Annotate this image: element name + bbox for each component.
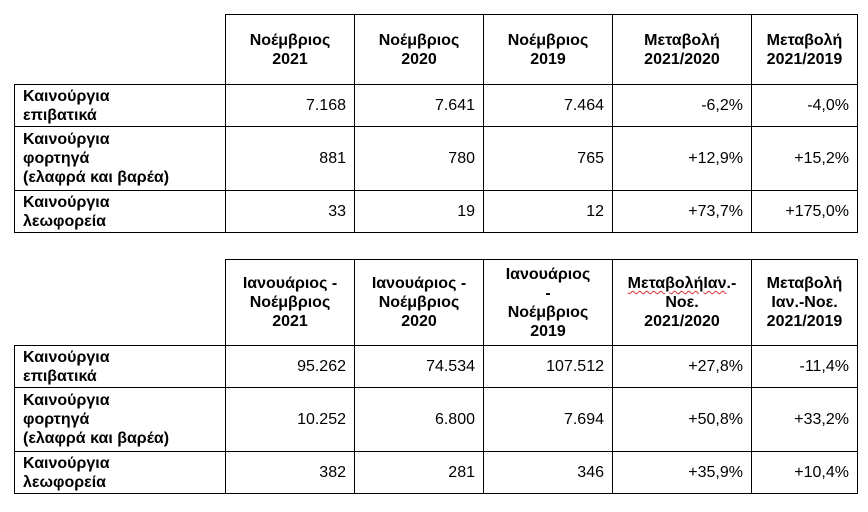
table-cell: 7.694 [484,388,613,452]
header-row [15,260,858,346]
header-row [15,15,858,85]
table-cell: 7.641 [355,85,484,127]
table-cell: -6,2% [613,85,752,127]
table-cell: +10,4% [752,452,858,494]
col-header: Νοέμβριος 2020 [355,15,484,85]
col-header [613,260,752,346]
col-header: Ιανουάριος - Νοέμβριος 2019 [484,260,613,346]
table-cell: 346 [484,452,613,494]
table-cell: 281 [355,452,484,494]
table-cell: 382 [226,452,355,494]
spellcheck-word: Ιαν [703,275,727,292]
sales-table-november [14,14,858,233]
table-cell: 12 [484,191,613,233]
col-header: Μεταβολή 2021/2020 [613,15,752,85]
table-cell: +50,8% [613,388,752,452]
table-cell: 74.534 [355,346,484,388]
table-row [15,191,858,233]
table-cell: -11,4% [752,346,858,388]
table-cell: 10.252 [226,388,355,452]
col-header: Νοέμβριος 2019 [484,15,613,85]
table-cell: 780 [355,127,484,191]
corner-cell [15,260,226,346]
row-label: Καινούργια λεωφορεία [15,452,226,494]
col-header: Νοέμβριος 2021 [226,15,355,85]
table-row [15,127,858,191]
table-cell: 95.262 [226,346,355,388]
table-row [15,346,858,388]
table-cell: 107.512 [484,346,613,388]
col-header: Μεταβολή 2021/2019 [752,15,858,85]
table-cell: +15,2% [752,127,858,191]
table-cell: 19 [355,191,484,233]
col-header-rest: .- Νοε. 2021/2020 [644,275,737,330]
table-cell: +27,8% [613,346,752,388]
table-row [15,452,858,494]
col-header: Μεταβολή Ιαν.-Νοε. 2021/2019 [752,260,858,346]
table-cell: +73,7% [613,191,752,233]
row-label: Καινούργια φορτηγά (ελαφρά και βαρέα) [15,388,226,452]
table-cell: 33 [226,191,355,233]
row-label: Καινούργια λεωφορεία [15,191,226,233]
table-cell: +35,9% [613,452,752,494]
row-label: Καινούργια επιβατικά [15,85,226,127]
table-cell: +12,9% [613,127,752,191]
table-row [15,388,858,452]
corner-cell [15,15,226,85]
sales-table-january-november [14,259,858,494]
table-cell: 7.168 [226,85,355,127]
table-row [15,85,858,127]
table-cell: +175,0% [752,191,858,233]
table-cell: +33,2% [752,388,858,452]
table-cell: 6.800 [355,388,484,452]
table-cell: -4,0% [752,85,858,127]
col-header: Ιανουάριος - Νοέμβριος 2021 [226,260,355,346]
table-cell: 7.464 [484,85,613,127]
row-label: Καινούργια φορτηγά (ελαφρά και βαρέα) [15,127,226,191]
row-label: Καινούργια επιβατικά [15,346,226,388]
col-header: Ιανουάριος - Νοέμβριος 2020 [355,260,484,346]
table-cell: 765 [484,127,613,191]
spellcheck-word: Μεταβολή [627,275,704,292]
table-cell: 881 [226,127,355,191]
